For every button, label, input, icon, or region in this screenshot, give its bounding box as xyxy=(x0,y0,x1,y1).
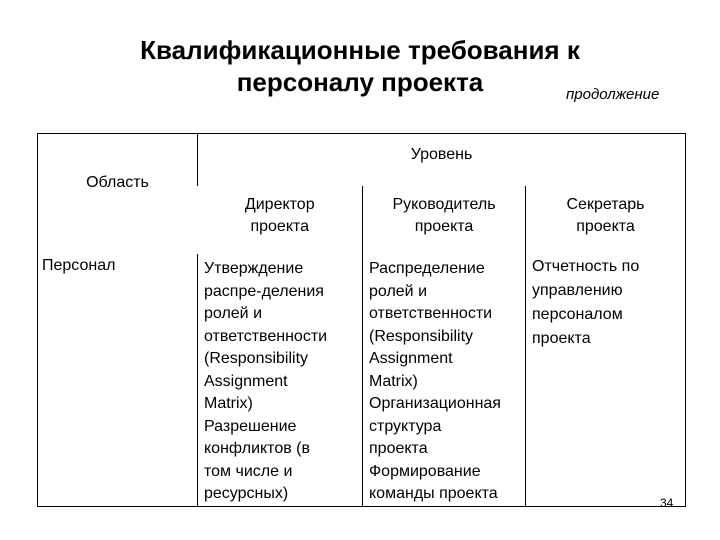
director-line: конфликтов (в xyxy=(204,440,310,457)
director-line: (Responsibility xyxy=(204,350,309,367)
secretary-line: проекта xyxy=(532,330,591,347)
manager-line: Распределение xyxy=(369,260,485,277)
column-header-manager xyxy=(363,186,526,254)
column-header-manager-line-1: Руководитель xyxy=(392,196,496,213)
column-header-secretary-line-2: проекта xyxy=(576,218,635,235)
level-header: Уровень xyxy=(198,134,686,187)
director-line: ответственности xyxy=(204,327,328,345)
director-line: том числе и xyxy=(204,462,293,480)
column-header-director xyxy=(198,186,363,254)
secretary-line: персоналом xyxy=(532,306,623,323)
title-line-1: Квалификационные требования к xyxy=(140,35,580,65)
area-header: Область xyxy=(86,174,149,191)
table-row xyxy=(38,254,686,506)
director-line: Разрешение xyxy=(204,417,297,435)
director-line: ролей и xyxy=(204,305,262,322)
column-header-director-line-1: Директор xyxy=(244,196,315,213)
secretary-cell xyxy=(526,254,686,506)
manager-line: (Responsibility xyxy=(369,327,474,345)
director-line: Matrix) xyxy=(204,395,253,412)
row-area-cell: Персонал xyxy=(42,257,116,274)
secretary-line: управлению xyxy=(532,282,623,299)
manager-line: ролей и xyxy=(369,282,427,300)
director-line: Утверждение xyxy=(204,260,304,277)
manager-line: Matrix) xyxy=(369,372,418,390)
manager-line: Организационная xyxy=(369,395,501,412)
manager-line: Формирование xyxy=(369,462,481,480)
continued-label: продолжение xyxy=(566,86,660,103)
secretary-line: Отчетность по xyxy=(532,258,640,275)
manager-cell xyxy=(363,254,526,506)
column-header-secretary xyxy=(526,186,686,254)
manager-line: команды проекта xyxy=(369,485,498,502)
page-number: 34 xyxy=(660,496,674,510)
director-line: распре-деления xyxy=(204,282,324,300)
director-line: Assignment xyxy=(204,372,288,390)
column-header-director-line-2: проекта xyxy=(250,218,310,235)
director-cell xyxy=(198,254,363,506)
manager-line: Assignment xyxy=(369,350,453,367)
manager-line: ответственности xyxy=(369,305,493,322)
title-line-2: персоналу проекта xyxy=(236,67,484,97)
column-header-secretary-line-1: Секретарь xyxy=(566,196,645,213)
manager-line: проекта xyxy=(369,440,428,457)
director-line: ресурсных) xyxy=(204,485,289,502)
column-header-manager-line-2: проекта xyxy=(414,218,474,235)
requirements-table xyxy=(37,133,686,507)
manager-line: структура xyxy=(369,417,442,435)
